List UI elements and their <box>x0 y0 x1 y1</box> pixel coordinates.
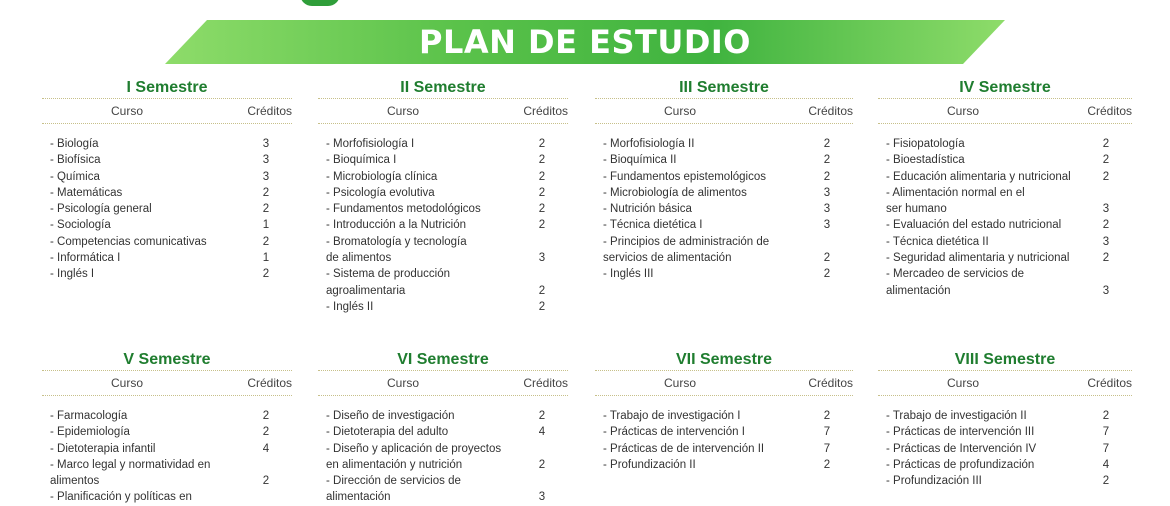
course-name: - Biología <box>50 138 99 150</box>
course-credits: 7 <box>1102 426 1110 439</box>
course-row <box>878 169 1132 185</box>
semester-block <box>42 350 292 506</box>
header-creditos: Créditos <box>523 104 568 118</box>
course-name: - Prácticas de Intervención IV <box>886 442 1037 455</box>
course-credits: 7 <box>823 442 831 455</box>
course-name: - Nutrición básica <box>603 203 692 216</box>
semester-title: III Semestre <box>679 79 769 96</box>
course-name: alimentación <box>326 491 391 504</box>
course-row <box>318 250 568 266</box>
dotted-divider <box>878 395 1132 396</box>
course-name: - Competencias comunicativas <box>50 235 207 248</box>
course-name: - Fundamentos epistemológicos <box>603 170 766 183</box>
course-row <box>318 489 568 505</box>
course-row <box>42 457 292 473</box>
course-row <box>595 408 853 424</box>
course-list <box>318 136 568 315</box>
course-credits: 2 <box>1102 252 1110 265</box>
course-row <box>318 169 568 185</box>
header-curso: Curso <box>110 376 143 390</box>
header-creditos: Créditos <box>1087 104 1132 118</box>
course-credits: 2 <box>538 203 546 216</box>
semester-title: VIII Semestre <box>954 351 1056 368</box>
course-credits: 2 <box>262 426 270 439</box>
header-curso: Curso <box>663 376 696 390</box>
header-curso: Curso <box>946 104 979 118</box>
course-name: - Dietoterapia del adulto <box>326 426 449 439</box>
header-curso: Curso <box>386 104 419 118</box>
table-header <box>878 99 1132 123</box>
course-row <box>595 152 853 168</box>
semester-block <box>878 350 1132 489</box>
course-row <box>878 473 1132 489</box>
course-list <box>595 408 853 473</box>
course-name: - Educación alimentaria y nutricional <box>886 170 1071 183</box>
course-credits: 2 <box>538 186 546 199</box>
dotted-divider <box>318 395 568 396</box>
course-row <box>595 266 853 282</box>
course-row <box>318 283 568 299</box>
dotted-divider <box>42 395 292 396</box>
semester-title: IV Semestre <box>959 79 1051 96</box>
semester-block <box>318 78 568 315</box>
course-name: - Dietoterapia infantil <box>50 442 156 455</box>
course-name: - Prácticas de intervención I <box>603 426 745 439</box>
semester-block <box>42 78 292 283</box>
course-name: - Inglés III <box>603 268 654 281</box>
course-credits: 2 <box>1102 154 1110 167</box>
semester-block <box>595 78 853 283</box>
header-curso: Curso <box>663 104 696 118</box>
course-credits: 2 <box>538 138 546 150</box>
header-curso: Curso <box>386 376 419 390</box>
course-name: - Sistema de producción <box>326 268 451 281</box>
course-row <box>42 234 292 250</box>
course-row <box>878 217 1132 233</box>
course-row <box>595 457 853 473</box>
course-name: - Sociología <box>50 219 111 232</box>
course-name: - Matemáticas <box>50 186 123 199</box>
course-name: - Técnica dietética I <box>603 219 703 232</box>
course-name: - Farmacología <box>50 410 128 422</box>
course-row <box>318 408 568 424</box>
course-credits: 2 <box>823 410 831 422</box>
course-list <box>878 136 1132 299</box>
table-header <box>318 371 568 395</box>
course-name: - Psicología evolutiva <box>326 186 435 199</box>
course-name: - Informática I <box>50 252 121 265</box>
course-row <box>595 217 853 233</box>
course-credits: 1 <box>262 219 270 232</box>
table-header <box>878 371 1132 395</box>
course-row <box>595 234 853 250</box>
header-creditos: Créditos <box>247 104 292 118</box>
course-name: - Fisiopatología <box>886 138 965 150</box>
course-credits: 2 <box>1102 475 1110 488</box>
course-credits: 1 <box>262 252 270 265</box>
course-name: - Técnica dietética II <box>886 235 989 248</box>
semester-title: VII Semestre <box>675 351 773 368</box>
course-name: - Fundamentos metodológicos <box>326 203 481 216</box>
course-credits: 3 <box>262 138 270 150</box>
course-row <box>42 441 292 457</box>
course-name: - Morfofisiología II <box>603 138 695 150</box>
header-creditos: Créditos <box>247 376 292 390</box>
course-row <box>595 424 853 440</box>
course-row <box>42 424 292 440</box>
course-row <box>42 169 292 185</box>
course-credits: 3 <box>823 186 831 199</box>
course-credits: 3 <box>538 491 546 504</box>
course-row <box>878 441 1132 457</box>
page-title: PLAN DE ESTUDIO <box>419 23 751 61</box>
course-credits: 2 <box>823 268 831 281</box>
course-credits: 2 <box>823 170 831 183</box>
course-name: - Bioquímica II <box>603 154 677 167</box>
course-name: - Introducción a la Nutrición <box>326 219 466 232</box>
course-row <box>595 136 853 152</box>
course-name: - Inglés II <box>326 300 374 313</box>
course-name: - Bioquímica I <box>326 154 397 167</box>
course-row <box>595 250 853 266</box>
course-credits: 2 <box>1102 170 1110 183</box>
header-creditos: Créditos <box>1087 376 1132 390</box>
course-row <box>318 441 568 457</box>
header-creditos: Créditos <box>523 376 568 390</box>
course-name: - Planificación y políticas en <box>50 491 192 504</box>
course-credits: 2 <box>262 268 270 281</box>
course-name: alimentación <box>886 284 951 297</box>
course-name: - Marco legal y normatividad en <box>50 458 211 471</box>
course-row <box>878 201 1132 217</box>
course-row <box>595 169 853 185</box>
course-row <box>595 201 853 217</box>
course-row <box>878 408 1132 424</box>
course-credits: 2 <box>823 154 831 167</box>
course-credits: 2 <box>1102 410 1110 422</box>
course-credits: 2 <box>538 219 546 232</box>
course-list <box>595 136 853 283</box>
course-name: - Microbiología de alimentos <box>603 186 747 199</box>
semester-block <box>595 350 853 473</box>
course-name: - Prácticas de intervención III <box>886 426 1035 439</box>
course-name: alimentos <box>50 475 100 488</box>
course-row <box>318 266 568 282</box>
course-credits: 2 <box>538 300 546 313</box>
table-header <box>42 99 292 123</box>
course-name: - Inglés I <box>50 268 95 281</box>
dotted-divider <box>42 123 292 124</box>
course-list <box>42 136 292 283</box>
dotted-divider <box>878 123 1132 124</box>
course-credits: 3 <box>823 219 831 232</box>
semester-title: V Semestre <box>123 351 211 368</box>
course-row <box>878 424 1132 440</box>
header-curso: Curso <box>946 376 979 390</box>
course-credits: 4 <box>538 426 546 439</box>
semester-block <box>318 350 568 506</box>
course-name: - Diseño y aplicación de proyectos <box>326 442 502 455</box>
course-credits: 2 <box>1102 219 1110 232</box>
course-credits: 3 <box>1102 203 1110 216</box>
course-row <box>318 152 568 168</box>
dotted-divider <box>595 395 853 396</box>
course-name: de alimentos <box>326 252 392 265</box>
course-name: - Bromatología y tecnología <box>326 235 467 248</box>
course-row <box>318 424 568 440</box>
course-row <box>42 136 292 152</box>
course-credits: 2 <box>823 252 831 265</box>
course-row <box>42 473 292 489</box>
course-name: en alimentación y nutrición <box>326 458 463 471</box>
course-name: - Evaluación del estado nutricional <box>886 219 1062 232</box>
header-creditos: Créditos <box>808 104 853 118</box>
course-credits: 2 <box>823 138 831 150</box>
logo-fragment <box>300 0 340 6</box>
course-row <box>878 234 1132 250</box>
course-name: - Química <box>50 170 100 183</box>
course-name: - Psicología general <box>50 203 152 216</box>
course-row <box>318 201 568 217</box>
course-name: - Profundización III <box>886 475 982 488</box>
course-row <box>318 234 568 250</box>
semester-title: I Semestre <box>126 79 208 96</box>
course-row <box>318 299 568 315</box>
table-header <box>318 99 568 123</box>
course-credits: 4 <box>1102 458 1110 471</box>
course-credits: 2 <box>1102 138 1110 150</box>
table-header <box>595 371 853 395</box>
course-credits: 3 <box>1102 284 1110 297</box>
course-credits: 2 <box>262 475 270 488</box>
course-row <box>318 473 568 489</box>
course-row <box>42 152 292 168</box>
course-credits: 2 <box>538 284 546 297</box>
course-name: - Microbiología clínica <box>326 170 438 183</box>
course-name: - Principios de administración de <box>603 235 770 248</box>
header-creditos: Créditos <box>808 376 853 390</box>
table-header <box>42 371 292 395</box>
course-credits: 7 <box>823 426 831 439</box>
course-credits: 2 <box>538 154 546 167</box>
course-credits: 2 <box>262 186 270 199</box>
course-credits: 3 <box>823 203 831 216</box>
course-credits: 7 <box>1102 442 1110 455</box>
course-row <box>42 489 292 505</box>
semester-title: II Semestre <box>400 79 486 96</box>
course-row <box>878 457 1132 473</box>
dotted-divider <box>595 123 853 124</box>
course-row <box>318 136 568 152</box>
course-list <box>42 408 292 506</box>
course-name: agroalimentaria <box>326 284 406 297</box>
course-name: - Epidemiología <box>50 426 130 439</box>
course-credits: 3 <box>1102 235 1110 248</box>
course-name: - Trabajo de investigación I <box>603 410 741 422</box>
course-credits: 2 <box>262 235 270 248</box>
course-row <box>878 152 1132 168</box>
course-name: - Mercadeo de servicios de <box>886 268 1025 281</box>
course-row <box>878 266 1132 282</box>
course-row <box>42 217 292 233</box>
course-name: - Prácticas de de intervención II <box>603 442 765 455</box>
course-list <box>878 408 1132 489</box>
course-row <box>318 185 568 201</box>
course-credits: 2 <box>538 458 546 471</box>
dotted-divider <box>318 123 568 124</box>
semester-title: VI Semestre <box>397 351 489 368</box>
course-name: - Profundización II <box>603 458 696 471</box>
course-credits: 4 <box>262 442 270 455</box>
course-name: - Dirección de servicios de <box>326 475 461 488</box>
semester-block <box>878 78 1132 299</box>
header-curso: Curso <box>110 104 143 118</box>
course-name: - Diseño de investigación <box>326 410 455 422</box>
course-row <box>878 136 1132 152</box>
course-list <box>318 408 568 506</box>
course-row <box>595 185 853 201</box>
course-credits: 3 <box>262 154 270 167</box>
course-row <box>42 266 292 282</box>
course-row <box>878 283 1132 299</box>
course-name: - Bioestadística <box>886 154 965 167</box>
course-name: servicios de alimentación <box>603 252 732 265</box>
course-row <box>595 441 853 457</box>
course-credits: 2 <box>538 410 546 422</box>
course-name: - Seguridad alimentaria y nutricional <box>886 252 1070 265</box>
course-name: - Prácticas de profundización <box>886 458 1035 471</box>
course-row <box>42 201 292 217</box>
course-row <box>878 250 1132 266</box>
course-name: - Trabajo de investigación II <box>886 410 1027 422</box>
course-row <box>42 250 292 266</box>
course-name: - Alimentación normal en el <box>886 186 1025 199</box>
course-credits: 3 <box>538 252 546 265</box>
course-credits: 2 <box>823 458 831 471</box>
course-row <box>318 457 568 473</box>
course-row <box>878 185 1132 201</box>
course-credits: 2 <box>262 203 270 216</box>
course-credits: 2 <box>262 410 270 422</box>
course-credits: 3 <box>262 170 270 183</box>
table-header <box>595 99 853 123</box>
course-name: - Morfofisiología I <box>326 138 415 150</box>
course-row <box>318 217 568 233</box>
course-name: - Biofísica <box>50 154 101 167</box>
course-name: ser humano <box>886 203 947 216</box>
course-row <box>42 185 292 201</box>
course-credits: 2 <box>538 170 546 183</box>
course-row <box>42 408 292 424</box>
